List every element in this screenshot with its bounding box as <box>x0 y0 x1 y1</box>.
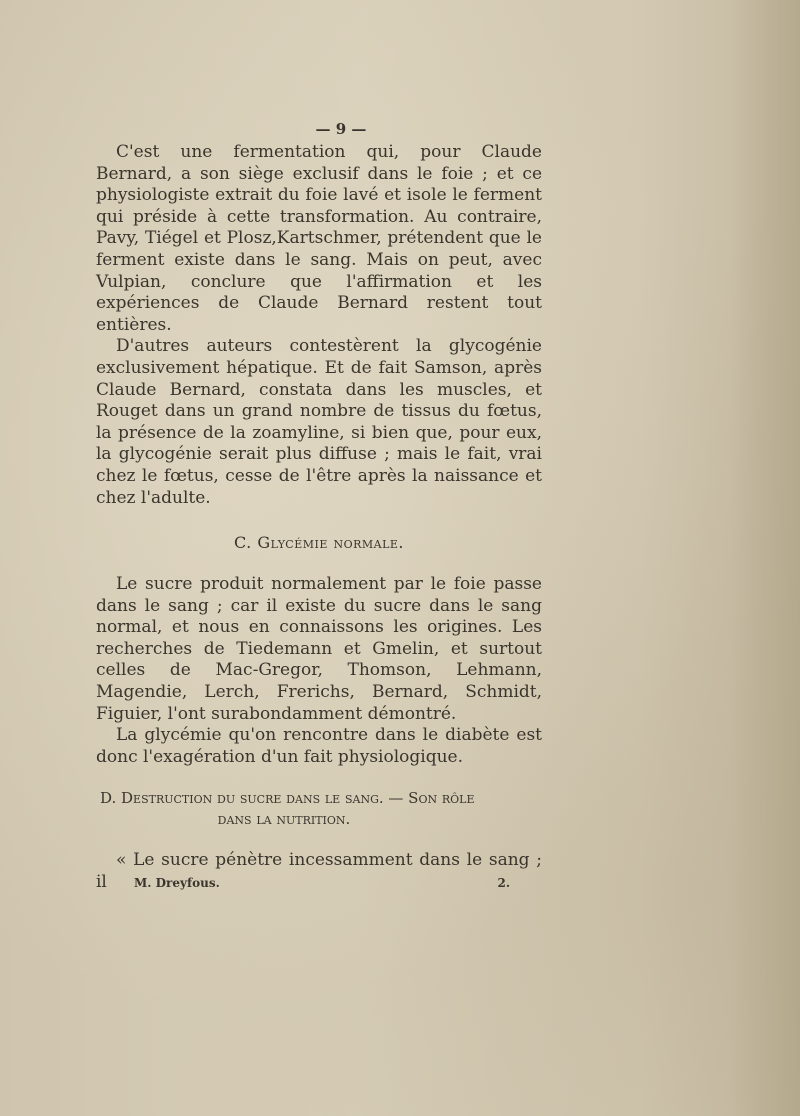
footer-signature-mark: 2. <box>497 876 510 890</box>
section-heading-d <box>96 788 542 830</box>
paragraph-3: Le sucre produit normalement par le foie passe dans le sang ; car il existe du sucre dans le sang normal, et nous en connaissons les origines. Les recherches de Tiedemann et Gmelin, et surtout celles de Mac-Gregor, Thomson, Lehmann, Magendie, Lerch, Frerichs, Bernard, Schmidt, Figuier, l'ont surabondamment démontré. <box>96 574 542 724</box>
section-heading-d-line1: D. Destruction du sucre dans le sang. — Son rôle <box>100 789 475 808</box>
page-edge-shading <box>730 0 800 1116</box>
section-heading-d-line2: dans la nutrition. <box>217 810 351 829</box>
page-text-block <box>96 120 542 894</box>
paragraph-2: D'autres auteurs contestèrent la glycogénie exclusivement hépatique. Et de fait Samson, après Claude Bernard, constata dans les muscles, et Rouget dans un grand nombre de tissus du fœtus, la présence de la zoamyline, si bien que, pour eux, la glycogénie serait plus diffuse ; mais le fait, vrai chez le fœtus, cesse de l'être après la naissance et chez l'adulte. <box>96 336 542 508</box>
section-heading-c: C. Glycémie normale. <box>233 533 405 553</box>
paragraph-1: C'est une fermentation qui, pour Claude Bernard, a son siège exclusif dans le foie ; et ce physiologiste extrait du foie lavé et isole le ferment qui préside à cette transformation. Au contraire, Pavy, Tiégel et Plosz,Kartschmer, prétendent que le ferment existe dans le sang. Mais on peut, avec Vulpian, conclure que l'affirmation et les expériences de Claude Bernard restent tout entières. <box>96 142 542 335</box>
paragraph-4: La glycémie qu'on rencontre dans le diabète est donc l'exagération d'un fait physiologique. <box>96 725 542 767</box>
page-number: — 9 — <box>315 120 367 138</box>
paragraph-5: « Le sucre pénètre incessamment dans le sang ; il <box>96 850 542 893</box>
footer-author: M. Dreyfous. <box>134 876 220 890</box>
page-footer <box>134 876 510 890</box>
